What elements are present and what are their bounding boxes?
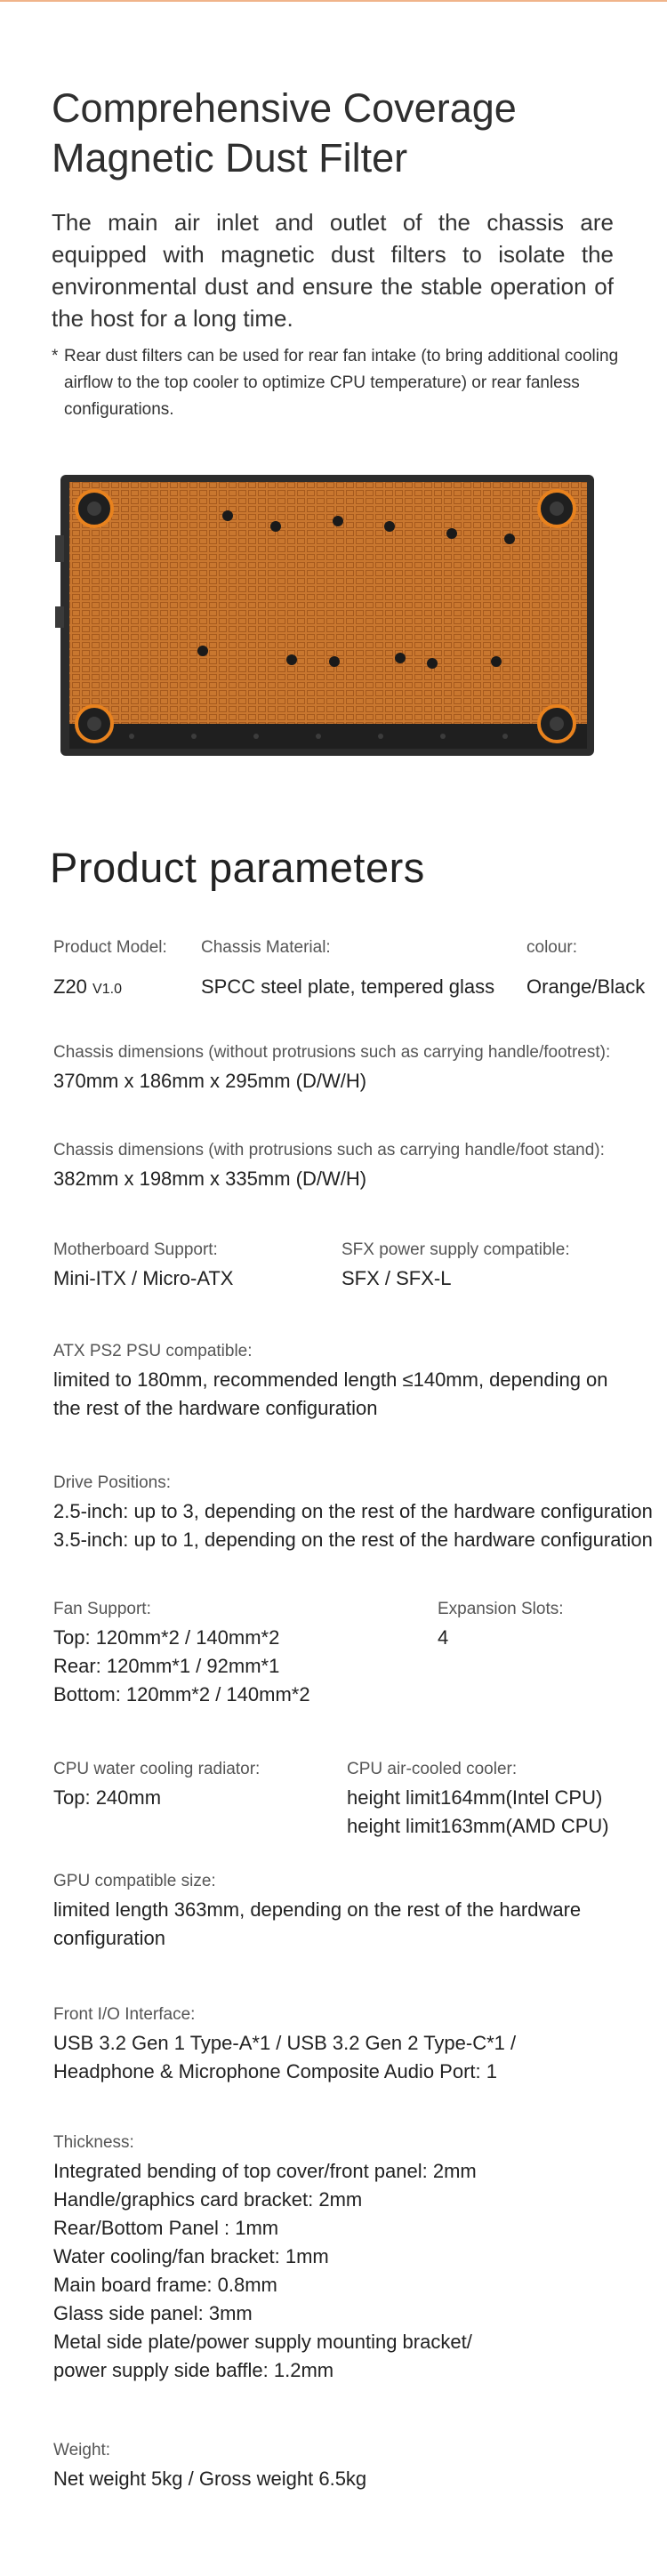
spec-atx-psu-label: ATX PS2 PSU compatible:: [53, 1342, 253, 1360]
spec-motherboard-value: Mini-ITX / Micro-ATX: [53, 1267, 234, 1289]
hero-description: The main air inlet and outlet of the chassis are equipped with magnetic dust filters to isolate the environmental dust and ensure the stable operation of the host for a long time.: [52, 209, 614, 332]
spec-drives: [53, 1473, 653, 1554]
spec-dims-with-label: Chassis dimensions (with protrusions such as carrying handle/foot stand):: [53, 1141, 605, 1160]
side-tab-top: [55, 535, 64, 562]
spec-sfx-psu-label: SFX power supply compatible:: [342, 1240, 570, 1259]
spec-weight: [53, 2440, 366, 2493]
spec-front-io-label: Front I/O Interface:: [53, 2005, 196, 2024]
spec-thickness-line: Rear/Bottom Panel : 1mm: [53, 2217, 279, 2239]
spec-expansion: [438, 1599, 564, 1652]
spec-front-io-line: USB 3.2 Gen 1 Type-A*1 / USB 3.2 Gen 2 Type-C*1 /: [53, 2032, 517, 2054]
spec-drives-label: Drive Positions:: [53, 1473, 171, 1492]
footnote-text: Rear dust filters can be used for rear fan intake (to bring additional cooling airflow to the top cooler to optimize CPU temperature) or rear fanless configurations.: [64, 347, 619, 419]
filter-bottom-rail: [69, 724, 587, 749]
spec-motherboard-label: Motherboard Support:: [53, 1240, 218, 1259]
spec-thickness-line: Integrated bending of top cover/front panel: 2mm: [53, 2160, 477, 2182]
spec-material-label: Chassis Material:: [201, 938, 331, 957]
spec-air-cooler-line: height limit163mm(AMD CPU): [347, 1815, 609, 1837]
spec-front-io: [53, 2004, 516, 2086]
spec-water-cooling-value: Top: 240mm: [53, 1786, 162, 1809]
footnote-asterisk: *: [52, 347, 59, 365]
spec-dims-without-value: 370mm x 186mm x 295mm (D/W/H): [53, 1070, 367, 1092]
spec-colour-value: Orange/Black: [526, 975, 646, 998]
spec-sfx-psu: [342, 1240, 570, 1293]
spec-atx-psu: [53, 1341, 631, 1423]
spec-thickness-label: Thickness:: [53, 2133, 134, 2152]
spec-thickness-line: Glass side panel: 3mm: [53, 2302, 253, 2324]
spec-model-label: Product Model:: [53, 938, 167, 957]
spec-fans-label: Fan Support:: [53, 1600, 151, 1618]
spec-dims-with: [53, 1140, 605, 1193]
hero-title: [52, 84, 639, 183]
hero-footnote: [52, 343, 621, 423]
spec-weight-value: Net weight 5kg / Gross weight 6.5kg: [53, 2468, 367, 2490]
spec-air-cooler-line: height limit164mm(Intel CPU): [347, 1786, 603, 1809]
spec-fans-line: Top: 120mm*2 / 140mm*2: [53, 1626, 280, 1649]
spec-thickness-line: Handle/graphics card bracket: 2mm: [53, 2188, 363, 2211]
spec-drives-line: 3.5-inch: up to 1, depending on the rest of the hardware configuration: [53, 1529, 653, 1551]
spec-dims-with-value: 382mm x 198mm x 335mm (D/W/H): [53, 1168, 367, 1190]
side-tab-bottom: [55, 606, 64, 628]
spec-air-cooler: [347, 1759, 609, 1841]
spec-sfx-psu-value: SFX / SFX-L: [342, 1267, 452, 1289]
filter-mesh: [69, 482, 587, 724]
top-accent-line: [0, 0, 667, 2]
spec-air-cooler-label: CPU air-cooled cooler:: [347, 1760, 518, 1778]
spec-material-value: SPCC steel plate, tempered glass: [201, 975, 495, 998]
spec-water-cooling-label: CPU water cooling radiator:: [53, 1760, 261, 1778]
spec-thickness: [53, 2132, 477, 2385]
spec-thickness-line: Water cooling/fan bracket: 1mm: [53, 2245, 329, 2267]
spec-fans-line: Bottom: 120mm*2 / 140mm*2: [53, 1683, 310, 1705]
spec-colour-label: colour:: [526, 938, 578, 957]
spec-drives-line: 2.5-inch: up to 3, depending on the rest of the hardware configuration: [53, 1500, 653, 1522]
spec-thickness-line: Metal side plate/power supply mounting bracket/: [53, 2331, 472, 2353]
spec-front-io-line: Headphone & Microphone Composite Audio Port: 1: [53, 2060, 497, 2082]
hero-title-line-1: Comprehensive Coverage: [52, 85, 517, 131]
spec-gpu: [53, 1871, 614, 1953]
model-version: V1.0: [92, 982, 122, 997]
spec-model-value: [53, 973, 167, 1004]
spec-colour: [526, 937, 645, 1001]
spec-thickness-line: Main board frame: 0.8mm: [53, 2274, 277, 2296]
spec-expansion-value: 4: [438, 1626, 449, 1649]
spec-expansion-label: Expansion Slots:: [438, 1600, 564, 1618]
spec-gpu-label: GPU compatible size:: [53, 1872, 216, 1890]
spec-fans-line: Rear: 120mm*1 / 92mm*1: [53, 1655, 280, 1677]
spec-dims-without: [53, 1042, 610, 1095]
hero-title-line-2: Magnetic Dust Filter: [52, 135, 408, 181]
spec-thickness-line: power supply side baffle: 1.2mm: [53, 2359, 334, 2381]
product-parameters-title: Product parameters: [50, 844, 425, 891]
magnetic-dust-filter-image: [52, 473, 603, 759]
spec-model: [53, 937, 167, 1004]
spec-atx-psu-value: limited to 180mm, recommended length ≤140mm, depending on the rest of the hardware configuration: [53, 1368, 608, 1419]
spec-motherboard: [53, 1240, 233, 1293]
spec-fans: [53, 1599, 310, 1709]
spec-material: [201, 937, 494, 1001]
model-name: Z20: [53, 975, 87, 998]
spec-gpu-value: limited length 363mm, depending on the rest of the hardware configuration: [53, 1898, 582, 1949]
spec-weight-label: Weight:: [53, 2441, 111, 2460]
spec-water-cooling: [53, 1759, 260, 1812]
spec-dims-without-label: Chassis dimensions (without protrusions such as carrying handle/footrest):: [53, 1043, 611, 1062]
